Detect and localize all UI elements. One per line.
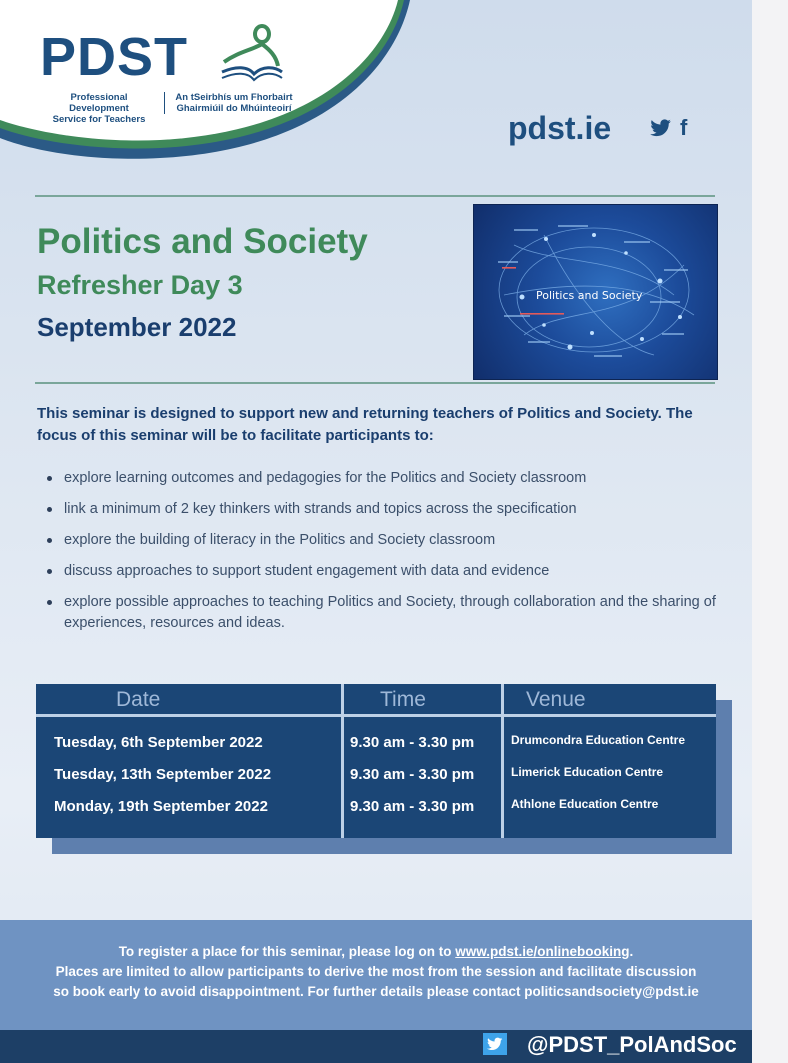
pdst-logo[interactable] — [40, 22, 300, 125]
objectives-list — [44, 468, 724, 644]
list-item: link a minimum of 2 key thinkers with strands and topics across the specification — [44, 499, 724, 520]
header-divider — [36, 714, 716, 717]
row-date: Tuesday, 13th September 2022 — [54, 766, 272, 783]
twitter-bird-icon — [487, 1037, 503, 1051]
places-line: Places are limited to allow participants to derive the most from the session and facilitate discussion — [55, 964, 697, 979]
twitter-icon[interactable] — [483, 1033, 507, 1055]
registration-footer — [0, 920, 752, 1030]
mid-divider — [35, 382, 715, 384]
logo-wordmark: PDST — [40, 27, 189, 87]
list-item: explore possible approaches to teaching Politics and Society, through collaboration and the sharing of experiences, resources and ideas. — [44, 592, 724, 634]
row-venue: Limerick Education Centre — [511, 765, 664, 779]
booking-link[interactable]: www.pdst.ie/onlinebooking — [455, 944, 630, 959]
row-date: Tuesday, 6th September 2022 — [54, 734, 263, 751]
page-title: Politics and Society — [37, 222, 368, 261]
logo-subtitle-irish: An tSeirbhís um Fhorbairt Ghairmiúil do Mhúinteoirí — [164, 92, 299, 114]
schedule-table — [36, 684, 716, 838]
row-date: Monday, 19th September 2022 — [54, 798, 268, 815]
column-divider — [341, 684, 344, 838]
social-links — [650, 117, 687, 139]
facebook-icon[interactable]: f — [680, 115, 688, 140]
header-venue: Venue — [526, 688, 586, 711]
logo-subtitle-english: Professional Development Service for Teachers — [52, 92, 146, 125]
list-item: discuss approaches to support student engagement with data and evidence — [44, 561, 724, 582]
twitter-icon[interactable] — [650, 119, 672, 137]
row-time: 9.30 am - 3.30 pm — [350, 766, 475, 783]
page-subtitle: Refresher Day 3 — [37, 270, 243, 300]
list-item: explore learning outcomes and pedagogies for the Politics and Society classroom — [44, 468, 724, 489]
hero-network-image — [473, 204, 718, 380]
row-time: 9.30 am - 3.30 pm — [350, 734, 475, 751]
row-venue: Drumcondra Education Centre — [511, 733, 686, 747]
website-url[interactable]: pdst.ie — [508, 110, 612, 146]
row-venue: Athlone Education Centre — [511, 797, 659, 811]
top-divider — [35, 195, 715, 197]
contact-line: so book early to avoid disappointment. For further details please contact politicsandsociety@pdst.ie — [53, 984, 699, 999]
list-item: explore the building of literacy in the Politics and Society classroom — [44, 530, 724, 551]
hero-label: Politics and Society — [536, 289, 643, 302]
row-time: 9.30 am - 3.30 pm — [350, 798, 475, 815]
page-date: September 2022 — [37, 312, 237, 342]
page-margin — [752, 0, 788, 1063]
header-time: Time — [380, 688, 426, 711]
twitter-handle[interactable]: @PDST_PolAndSoc — [527, 1032, 737, 1057]
register-line: To register a place for this seminar, please log on to www.pdst.ie/onlinebooking. — [118, 944, 634, 959]
intro-paragraph: This seminar is designed to support new and returning teachers of Politics and Society. The focus of this seminar will be to facilitate participants to: — [37, 405, 693, 444]
header-date: Date — [116, 688, 161, 711]
column-divider — [501, 684, 504, 838]
reader-mark-icon — [218, 22, 284, 82]
